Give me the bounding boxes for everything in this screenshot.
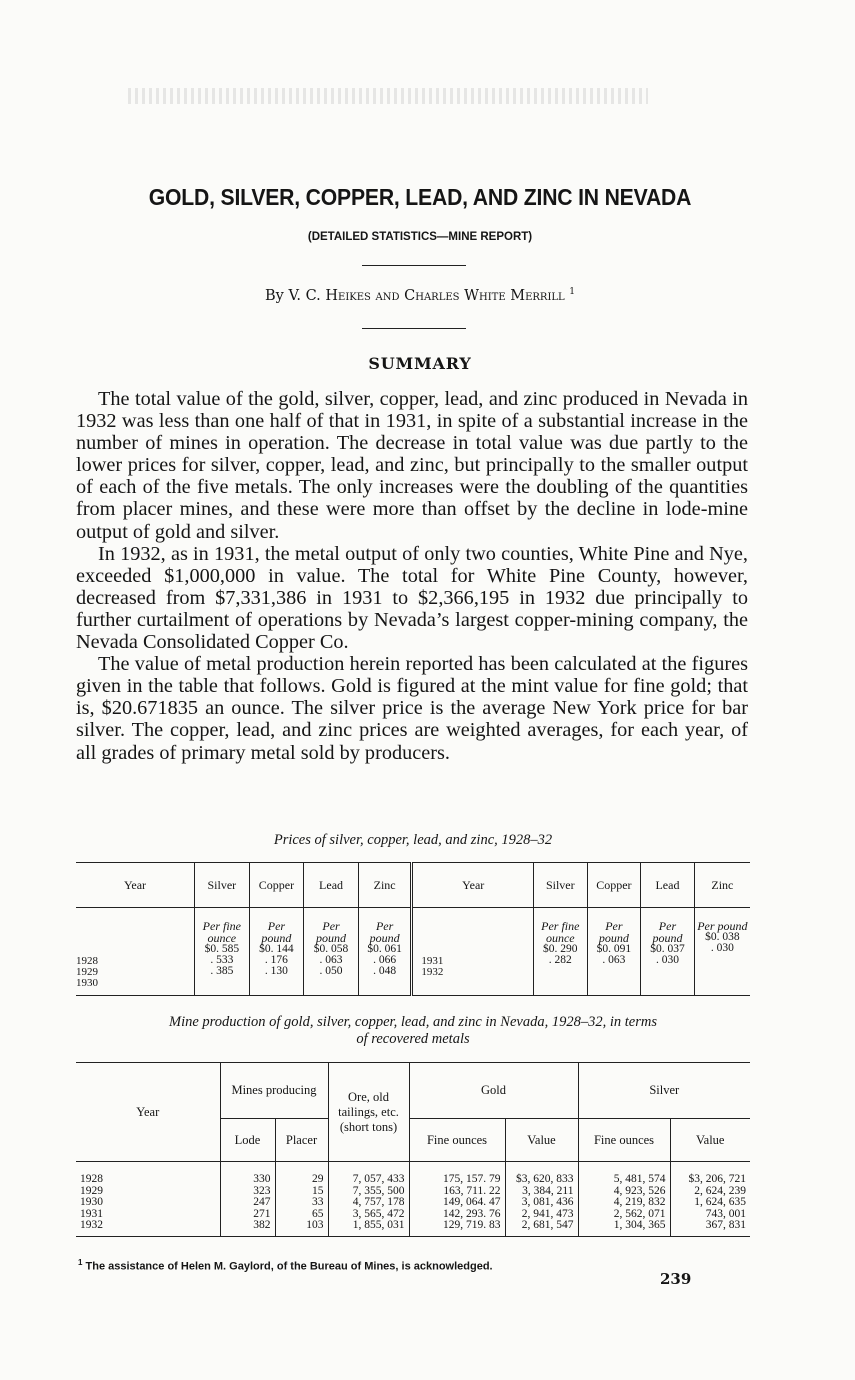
- silver-ounces-cell: 5, 481, 574: [613, 1173, 666, 1185]
- zinc-unit: Per pound: [369, 919, 400, 945]
- year-cell: 1930: [80, 1196, 103, 1208]
- production-table: [76, 1062, 750, 1237]
- silver-right: [534, 908, 588, 996]
- years-right: [412, 908, 534, 996]
- byline: [60, 287, 780, 304]
- prices-header-row: [76, 863, 750, 908]
- price-value: . 030: [710, 942, 734, 954]
- year-1928: 1928: [76, 955, 98, 967]
- lode-cell: 323: [253, 1184, 271, 1197]
- price-value: . 130: [264, 965, 288, 977]
- report-title: GOLD, SILVER, COPPER, LEAD, AND ZINC IN NEVADA: [148, 184, 692, 210]
- placer-cell: 103: [306, 1219, 324, 1231]
- zinc-left: [358, 908, 412, 996]
- page-number: 239: [660, 1270, 692, 1288]
- price-value: $0. 037: [650, 943, 685, 955]
- silver-ounces-column: [578, 1162, 670, 1237]
- gold-ounces-cell: 142, 293. 76: [443, 1207, 501, 1220]
- lead-unit: Per pound: [652, 919, 683, 945]
- col-mines-producing: Mines producing: [220, 1063, 328, 1119]
- col-copper-left: Copper: [249, 863, 304, 908]
- byline-and: and: [370, 287, 405, 304]
- silver-value-cell: 2, 624, 239: [694, 1184, 746, 1197]
- col-silver: Silver: [578, 1063, 750, 1119]
- placer-cell: 29: [312, 1173, 324, 1185]
- ore-cell: 7, 057, 433: [352, 1173, 405, 1185]
- year-cell: 1929: [80, 1184, 103, 1197]
- silver-value-column: [670, 1162, 750, 1237]
- production-caption-line-1: Mine production of gold, silver, copper, lead, and zinc in Nevada, 1928–32, in terms: [169, 1014, 657, 1030]
- placer-column: [275, 1162, 328, 1237]
- copper-unit: Per pound: [261, 919, 292, 945]
- section-heading-summary: SUMMARY: [368, 354, 472, 373]
- col-lead-left: Lead: [304, 863, 359, 908]
- copper-right: [587, 908, 641, 996]
- year-1932: 1932: [421, 966, 444, 978]
- ore-cell: 4, 757, 178: [352, 1196, 405, 1208]
- price-value: . 533: [210, 954, 234, 966]
- copper-unit: Per pound: [598, 919, 629, 945]
- byline-footnote-mark: 1: [569, 287, 576, 297]
- col-placer: Placer: [275, 1119, 328, 1162]
- prices-table-caption: Prices of silver, copper, lead, and zinc, 1928–32: [273, 832, 553, 848]
- footnote-text: The assistance of Helen M. Gaylord, of the Bureau of Mines, is acknowledged.: [85, 1260, 493, 1273]
- price-value: $0. 061: [367, 943, 402, 955]
- silver-value-cell: 367, 831: [705, 1219, 746, 1231]
- col-year-left: Year: [76, 863, 195, 908]
- price-value: $0. 058: [313, 943, 349, 955]
- gold-ounces-cell: 163, 711. 22: [443, 1184, 501, 1197]
- gold-ounces-cell: 129, 719. 83: [443, 1219, 501, 1231]
- silver-unit: Per fine ounce: [202, 919, 241, 945]
- col-silver-value: Value: [670, 1119, 750, 1162]
- col-gold-value: Value: [505, 1119, 578, 1162]
- price-value: . 176: [264, 954, 288, 966]
- price-value: $0. 585: [204, 943, 240, 955]
- footnote-mark: 1: [78, 1258, 83, 1267]
- footnote: [78, 1258, 493, 1273]
- gold-value-cell: 2, 681, 547: [521, 1219, 574, 1231]
- price-value: . 063: [602, 954, 626, 966]
- years-column: [76, 1162, 220, 1237]
- col-zinc-left: Zinc: [358, 863, 412, 908]
- silver-ounces-cell: 1, 304, 365: [613, 1219, 666, 1231]
- silver-left: [195, 908, 250, 996]
- gold-value-column: [505, 1162, 578, 1237]
- col-copper-right: Copper: [587, 863, 641, 908]
- price-value: . 030: [655, 954, 679, 966]
- placer-cell: 15: [312, 1184, 324, 1197]
- year-cell: 1928: [80, 1173, 103, 1185]
- title-rule: [362, 265, 466, 266]
- report-subtitle: (DETAILED STATISTICS—MINE REPORT): [307, 231, 533, 243]
- lode-column: [220, 1162, 275, 1237]
- price-value: $0. 038: [705, 931, 740, 943]
- author-1: V. C. Heikes: [288, 287, 371, 304]
- silver-ounces-cell: 2, 562, 071: [613, 1207, 666, 1220]
- gold-ounces-cell: 175, 157. 79: [443, 1173, 501, 1185]
- price-value: $0. 290: [543, 943, 578, 955]
- lead-unit: Per pound: [316, 919, 347, 945]
- zinc-unit: Per pound: [697, 919, 748, 933]
- paragraph-3: The value of metal production herein reported has been calculated at the figures given in the table that follows. Gold is figured at the mint value for fine gold; that is, $20.671835 an ounce. The silver price is the average New York price for bar silver. The copper, lead, and zinc prices are weighted averages, for each year, of all grades of primary metal sold by producers.: [76, 653, 748, 764]
- col-year: Year: [76, 1063, 220, 1162]
- year-cell: 1931: [80, 1207, 103, 1220]
- col-silver-right: Silver: [534, 863, 588, 908]
- col-gold-fine-ounces: Fine ounces: [409, 1119, 505, 1162]
- placer-cell: 33: [312, 1196, 324, 1208]
- production-table-caption: [66, 1014, 760, 1048]
- byline-rule: [362, 328, 466, 329]
- gold-ounces-column: [409, 1162, 505, 1237]
- byline-prefix: By: [264, 287, 289, 304]
- prices-body-row: [76, 908, 750, 996]
- year-1930: 1930: [76, 977, 98, 989]
- col-gold: Gold: [409, 1063, 578, 1119]
- lead-left: [304, 908, 359, 996]
- col-lode: Lode: [220, 1119, 275, 1162]
- col-silver-left: Silver: [195, 863, 250, 908]
- silver-value-cell: 1, 624, 635: [694, 1196, 746, 1208]
- price-value: . 066: [373, 954, 397, 966]
- prices-table: [76, 862, 750, 996]
- gold-value-cell: 3, 384, 211: [522, 1184, 574, 1197]
- silver-unit: Per fine ounce: [541, 919, 580, 945]
- year-cell: 1932: [80, 1219, 103, 1231]
- lode-cell: 330: [253, 1173, 271, 1185]
- ore-cell: 7, 355, 500: [352, 1184, 405, 1197]
- price-value: . 282: [548, 954, 572, 966]
- placer-cell: 65: [312, 1207, 324, 1220]
- production-body-row: [76, 1162, 750, 1237]
- gold-value-cell: 2, 941, 473: [521, 1207, 574, 1220]
- lode-cell: 382: [253, 1219, 271, 1231]
- production-caption-line-2: of recovered metals: [356, 1031, 470, 1047]
- silver-ounces-cell: 4, 219, 832: [613, 1196, 666, 1208]
- ore-cell: 3, 565, 472: [352, 1207, 405, 1220]
- lode-cell: 247: [253, 1196, 271, 1208]
- lead-right: [641, 908, 695, 996]
- silver-ounces-cell: 4, 923, 526: [613, 1184, 666, 1197]
- price-value: . 048: [373, 965, 397, 977]
- ore-column: [328, 1162, 409, 1237]
- copper-left: [249, 908, 304, 996]
- author-2: Charles White Merrill: [404, 287, 565, 304]
- gold-ounces-cell: 149, 064. 47: [443, 1196, 501, 1208]
- silver-value-cell: $3, 206, 721: [688, 1173, 746, 1185]
- col-zinc-right: Zinc: [694, 863, 750, 908]
- zinc-right: [694, 908, 750, 996]
- year-1931: 1931: [421, 955, 444, 967]
- summary-text: [76, 388, 748, 764]
- ore-cell: 1, 855, 031: [352, 1219, 405, 1231]
- col-lead-right: Lead: [641, 863, 695, 908]
- paragraph-2: In 1932, as in 1931, the metal output of only two counties, White Pine and Nye, exceeded $1,000,000 in value. The total for White Pine County, however, decreased from $7,331,386 in 1931 to $2,366,195 in 1932 due principally to further curtailment of operations by Nevada’s largest copper-mining company, the Nevada Consolidated Copper Co.: [76, 542, 748, 654]
- col-silver-fine-ounces: Fine ounces: [578, 1119, 670, 1162]
- year-1929: 1929: [76, 966, 98, 978]
- production-header-row-1: [76, 1063, 750, 1119]
- gold-value-cell: 3, 081, 436: [521, 1196, 574, 1208]
- col-year-right: Year: [412, 863, 534, 908]
- paragraph-1: The total value of the gold, silver, copper, lead, and zinc produced in Nevada in 1932 was less than one half of that in 1931, in spite of a substantial increase in the number of mines in operation. The decrease in total value was due partly to the lower prices for silver, copper, lead, and zinc, but principally to the smaller output of each of the five metals. The only increases were the doubling of the quantities from placer mines, and these were more than offset by the decline in lode-mine output of gold and silver.: [76, 388, 748, 543]
- lode-cell: 271: [253, 1207, 271, 1220]
- price-value: $0. 144: [259, 943, 294, 955]
- silver-value-cell: 743, 001: [705, 1207, 746, 1220]
- faded-header-artifact: [128, 88, 648, 104]
- years-left: [76, 908, 195, 996]
- gold-value-cell: $3, 620, 833: [516, 1173, 574, 1185]
- price-value: . 050: [319, 965, 343, 977]
- col-ore: Ore, old tailings, etc. (short tons): [328, 1063, 409, 1162]
- price-value: . 385: [210, 965, 234, 977]
- price-value: $0. 091: [596, 943, 632, 955]
- price-value: . 063: [319, 954, 343, 966]
